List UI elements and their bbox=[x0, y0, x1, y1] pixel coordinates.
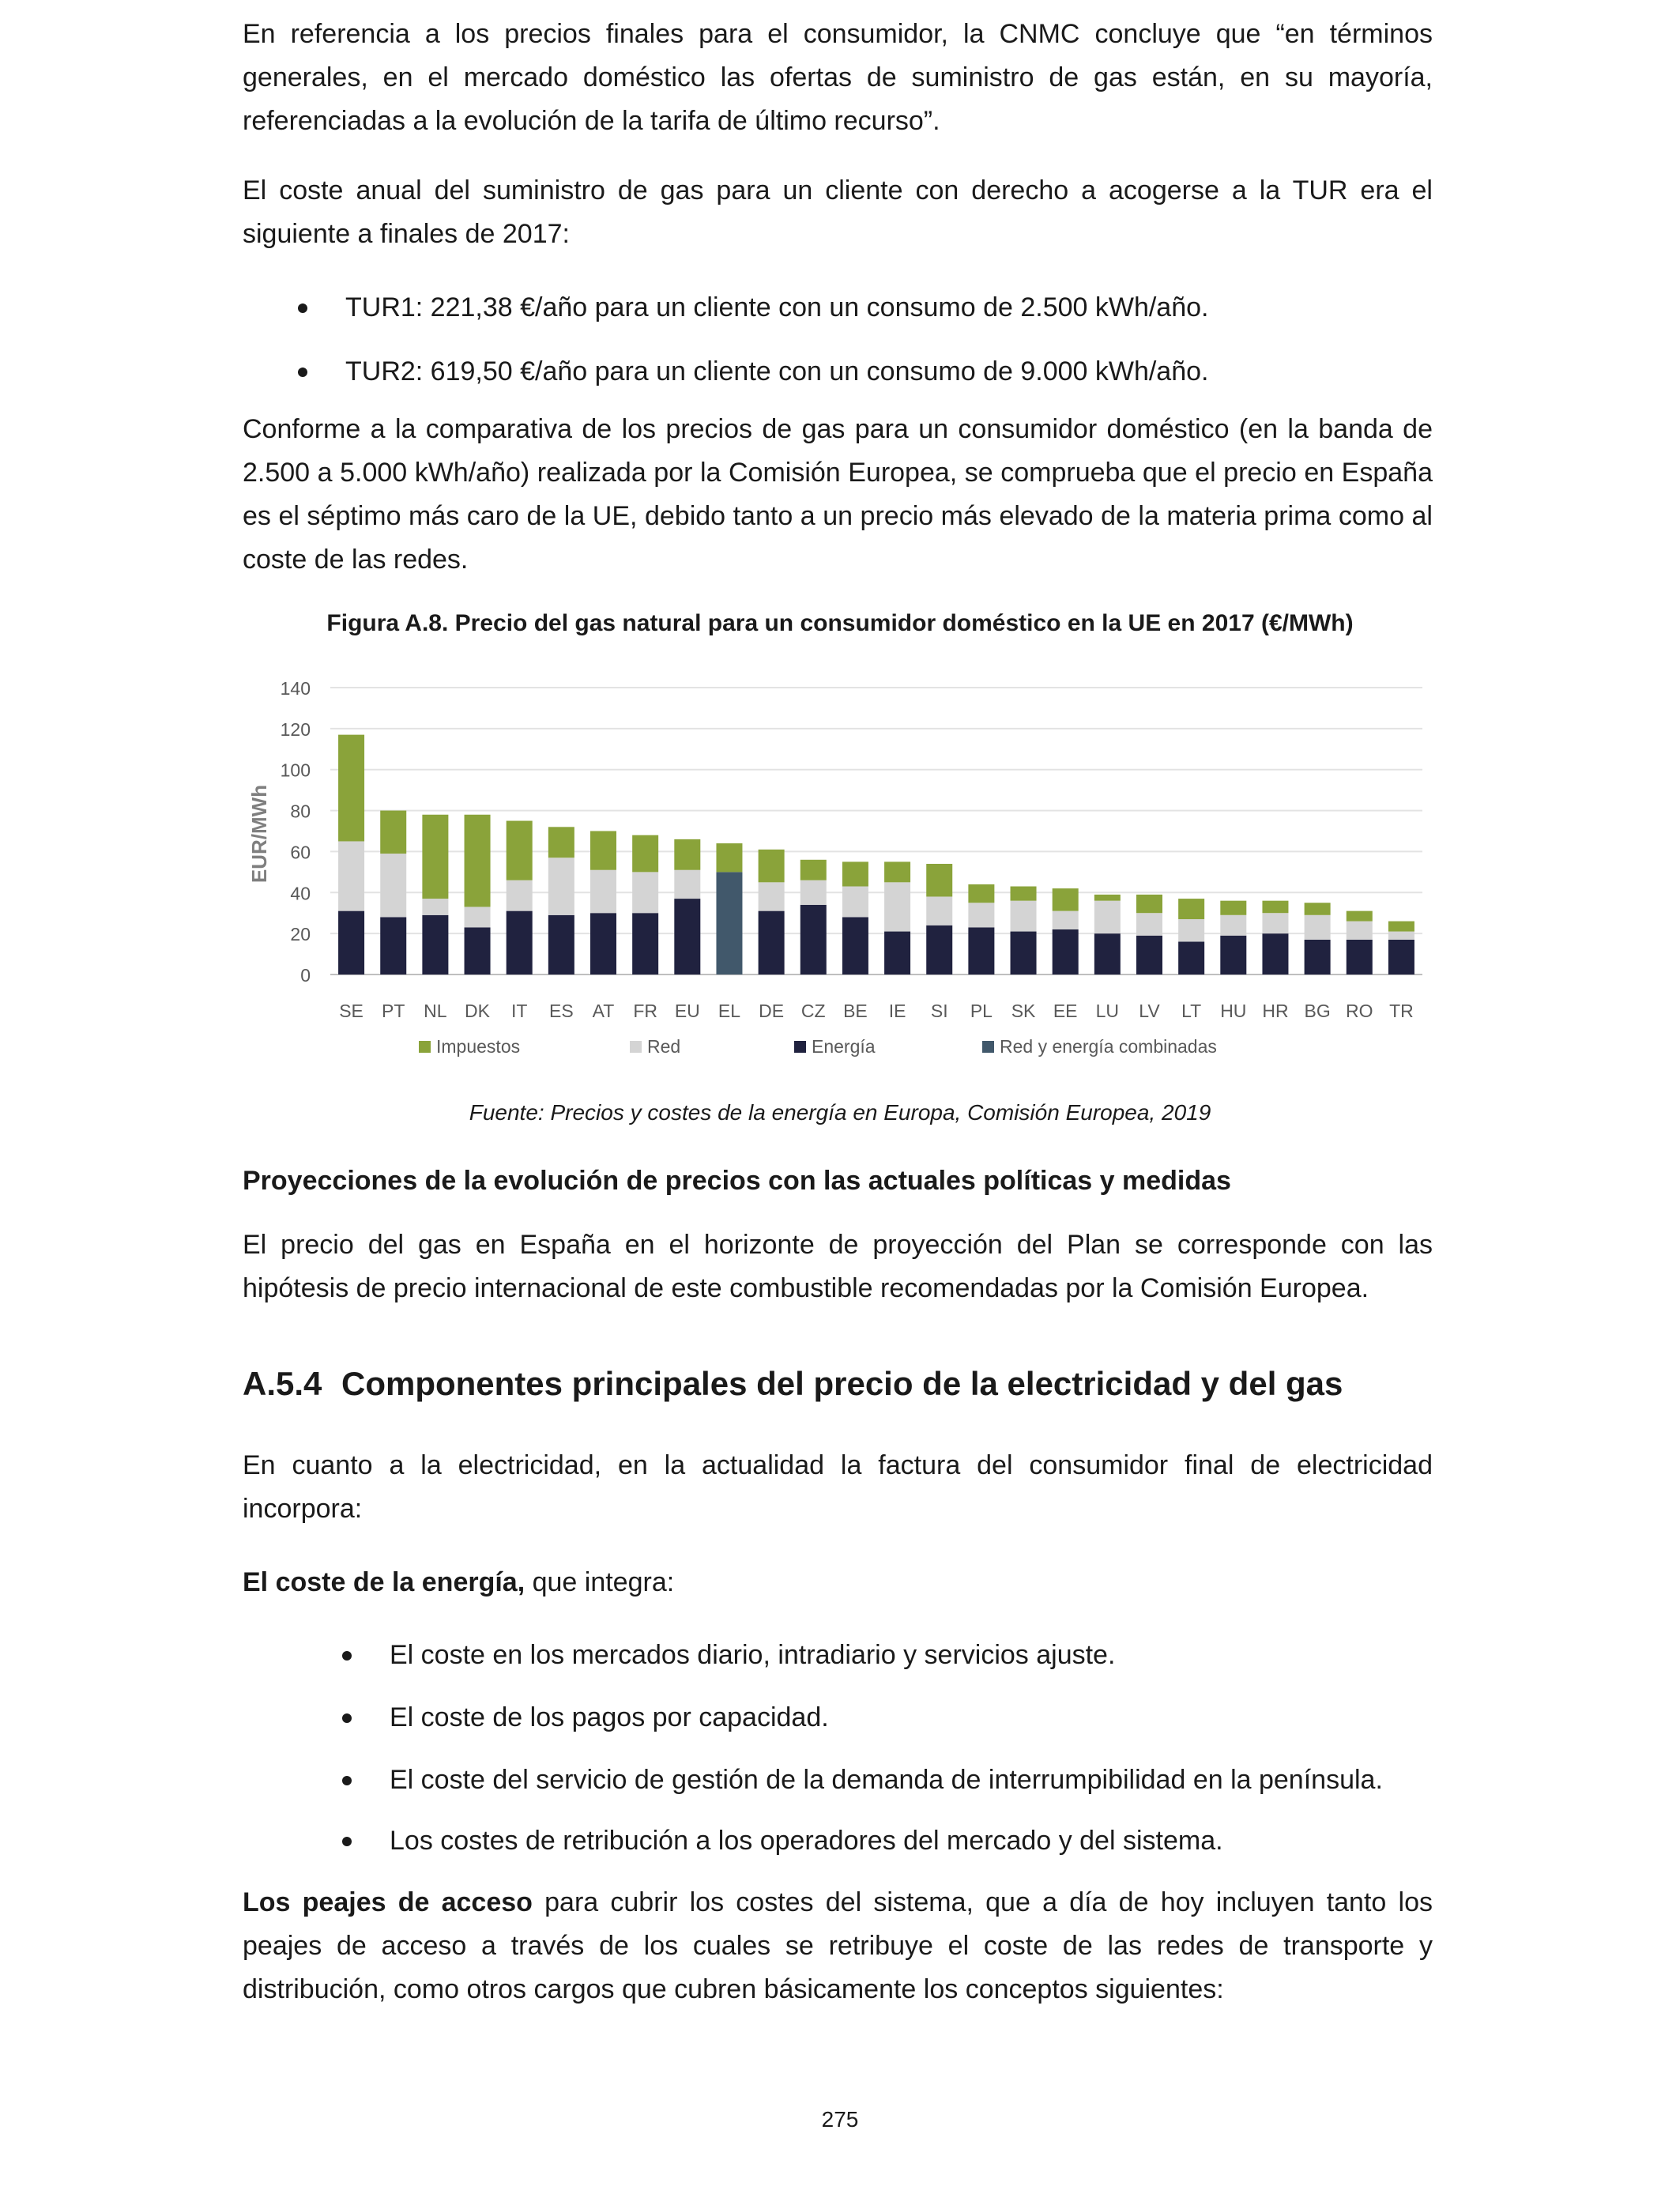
bar-BG-energía bbox=[1305, 940, 1331, 974]
x-tick-label: SK bbox=[1011, 1001, 1036, 1021]
bar-IT-impuestos bbox=[507, 821, 533, 880]
y-tick-label: 140 bbox=[280, 678, 311, 699]
bar-LT-energía bbox=[1178, 942, 1204, 974]
x-tick-label: AT bbox=[592, 1001, 615, 1021]
bar-LV-red bbox=[1136, 913, 1162, 936]
list-item-tur2 bbox=[345, 350, 1208, 394]
chart-legend bbox=[419, 1036, 1217, 1057]
legend-label: Red y energía combinadas bbox=[1000, 1036, 1217, 1057]
bar-LU-red bbox=[1094, 901, 1121, 933]
bar-DK-energía bbox=[465, 927, 491, 974]
bullet-icon bbox=[342, 1651, 352, 1661]
bar-HU-energía bbox=[1220, 936, 1246, 974]
paragraph-precio-gas: El precio del gas en España en el horizonte de proyección del Plan se corresponde con las hipótesis de precio internacional de este combustible recomendadas por la Comisión Europea. bbox=[243, 1230, 1433, 1303]
list-item-energy-2 bbox=[390, 1696, 829, 1740]
gas-price-chart bbox=[0, 664, 1680, 1059]
bar-PL-energía bbox=[968, 927, 994, 974]
x-tick-label: ES bbox=[549, 1001, 574, 1021]
bar-SK-red bbox=[1011, 901, 1037, 932]
section-number: A.5.4 bbox=[243, 1365, 322, 1402]
bar-HR-energía bbox=[1262, 933, 1288, 974]
bar-HU-red bbox=[1220, 915, 1246, 936]
bar-PT-impuestos bbox=[380, 811, 406, 854]
y-tick-label: 0 bbox=[300, 965, 311, 986]
bar-SI-energía bbox=[926, 925, 952, 974]
bullet-icon bbox=[342, 1713, 352, 1723]
bar-DE-red bbox=[759, 882, 785, 910]
list-item-text: El coste de los pagos por capacidad. bbox=[390, 1702, 829, 1732]
list-item-text: TUR1: 221,38 €/año para un cliente con un consumo de 2.500 kWh/año. bbox=[345, 292, 1209, 322]
bar-AT-energía bbox=[590, 913, 616, 974]
bar-LV-impuestos bbox=[1136, 895, 1162, 913]
bar-CZ-red bbox=[800, 880, 827, 905]
y-tick-label: 100 bbox=[280, 760, 311, 781]
bar-EU-impuestos bbox=[674, 839, 700, 870]
paragraph-electricidad: En cuanto a la electricidad, en la actualidad la factura del consumidor final de electricidad incorpora: bbox=[243, 1450, 1433, 1524]
bar-ES-energía bbox=[548, 915, 574, 974]
subheading-proyecciones: Proyecciones de la evolución de precios con las actuales políticas y medidas bbox=[243, 1166, 1231, 1196]
bar-PL-impuestos bbox=[968, 884, 994, 903]
bar-SE-red bbox=[338, 841, 364, 910]
bar-SI-impuestos bbox=[926, 864, 952, 896]
bar-RO-impuestos bbox=[1347, 911, 1373, 922]
paragraph-peajes bbox=[243, 1881, 1433, 2011]
x-tick-label: NL bbox=[424, 1001, 447, 1021]
bar-LU-impuestos bbox=[1094, 895, 1121, 901]
bar-NL-energía bbox=[422, 915, 448, 974]
bar-EL-red-y-energía-combinadas bbox=[716, 872, 742, 974]
legend-label: Red bbox=[647, 1036, 681, 1057]
bar-EU-energía bbox=[674, 899, 700, 974]
bar-NL-impuestos bbox=[422, 815, 448, 899]
bar-SK-energía bbox=[1011, 932, 1037, 974]
bar-TR-impuestos bbox=[1388, 922, 1414, 932]
legend-label: Energía bbox=[812, 1036, 876, 1057]
bar-LT-impuestos bbox=[1178, 899, 1204, 919]
bar-LT-red bbox=[1178, 919, 1204, 942]
bar-IT-energía bbox=[507, 911, 533, 974]
x-tick-label: FR bbox=[633, 1001, 657, 1021]
x-tick-label: LT bbox=[1181, 1001, 1202, 1021]
x-tick-label: PT bbox=[382, 1001, 405, 1021]
bar-RO-energía bbox=[1347, 940, 1373, 974]
bar-BE-impuestos bbox=[842, 861, 868, 886]
bar-EE-impuestos bbox=[1053, 888, 1079, 911]
bar-TR-red bbox=[1388, 932, 1414, 940]
bar-ES-impuestos bbox=[548, 827, 574, 858]
list-item-tur1 bbox=[345, 286, 1208, 330]
page-number: 275 bbox=[821, 2107, 859, 2132]
x-tick-label: BE bbox=[843, 1001, 868, 1021]
list-item-energy-3 bbox=[390, 1759, 1383, 1802]
list-item-text: TUR2: 619,50 €/año para un cliente con un consumo de 9.000 kWh/año. bbox=[345, 356, 1209, 386]
bar-EE-energía bbox=[1053, 929, 1079, 974]
y-tick-label: 60 bbox=[290, 842, 311, 863]
bar-LU-energía bbox=[1094, 933, 1121, 974]
bar-FR-energía bbox=[632, 913, 658, 974]
x-tick-label: SI bbox=[930, 1001, 948, 1021]
bar-LV-energía bbox=[1136, 936, 1162, 974]
bar-FR-red bbox=[632, 872, 658, 913]
chart-y-axis-label: EUR/MWh bbox=[247, 784, 271, 884]
bar-IE-red bbox=[884, 882, 910, 931]
x-tick-label: CZ bbox=[800, 1001, 826, 1021]
figure-title: Figura A.8. Precio del gas natural para un consumidor doméstico en la UE en 2017 (€/MWh) bbox=[326, 610, 1354, 636]
x-tick-label: HU bbox=[1220, 1001, 1247, 1021]
x-tick-label: LV bbox=[1139, 1001, 1160, 1021]
x-tick-label: IE bbox=[888, 1001, 906, 1021]
bar-BE-energía bbox=[842, 917, 868, 974]
bar-DE-impuestos bbox=[759, 850, 785, 882]
bar-RO-red bbox=[1347, 922, 1373, 940]
bar-SE-impuestos bbox=[338, 735, 364, 842]
bar-SI-red bbox=[926, 896, 952, 925]
legend-label: Impuestos bbox=[436, 1036, 521, 1057]
x-tick-label: TR bbox=[1389, 1001, 1414, 1021]
bar-AT-impuestos bbox=[590, 831, 616, 870]
x-tick-label: LU bbox=[1095, 1001, 1120, 1021]
bar-DK-impuestos bbox=[465, 815, 491, 907]
chart-bars bbox=[338, 735, 1414, 974]
x-tick-label: EE bbox=[1053, 1001, 1078, 1021]
peajes-bold: Los peajes de acceso bbox=[243, 1887, 533, 1917]
x-tick-label: RO bbox=[1346, 1001, 1373, 1021]
list-item-text: El coste en los mercados diario, intradiario y servicios ajuste. bbox=[390, 1640, 1116, 1670]
x-tick-label: IT bbox=[510, 1001, 528, 1021]
x-tick-label: EU bbox=[674, 1001, 700, 1021]
x-tick-label: PL bbox=[970, 1001, 993, 1021]
list-item-energy-1 bbox=[390, 1634, 1115, 1677]
bullet-icon bbox=[342, 1776, 352, 1785]
list-item-text: El coste del servicio de gestión de la demanda de interrumpibilidad en la península. bbox=[390, 1765, 1383, 1795]
bar-BG-impuestos bbox=[1305, 903, 1331, 915]
bar-PT-energía bbox=[380, 917, 406, 974]
bar-CZ-impuestos bbox=[800, 860, 827, 880]
bar-AT-red bbox=[590, 870, 616, 913]
bar-PL-red bbox=[968, 903, 994, 927]
figure-source: Fuente: Precios y costes de la energía en Europa, Comisión Europea, 2019 bbox=[469, 1100, 1211, 1125]
bar-EE-red bbox=[1053, 911, 1079, 929]
bar-IT-red bbox=[507, 880, 533, 911]
x-tick-label: DE bbox=[759, 1001, 785, 1021]
paragraph-coste-anual: El coste anual del suministro de gas para un cliente con derecho a acogerse a la TUR era el siguiente a finales de 2017: bbox=[243, 175, 1433, 249]
paragraph-comparativa: Conforme a la comparativa de los precios de gas para un consumidor doméstico (en la banda de 2.500 a 5.000 kWh/año) realizada por la Comisión Europea, se comprueba que el precio en España es el séptimo más caro de la UE, debido tanto a un precio más elevado de la materia prima como al coste de las redes. bbox=[243, 414, 1433, 575]
y-tick-label: 40 bbox=[290, 883, 311, 904]
bar-IE-energía bbox=[884, 932, 910, 974]
legend-swatch bbox=[419, 1041, 431, 1053]
bar-NL-red bbox=[422, 899, 448, 915]
bar-EL-impuestos bbox=[716, 843, 742, 872]
paragraph-cnmc: En referencia a los precios finales para el consumidor, la CNMC concluye que “en términos generales, en el mercado doméstico las ofertas de suministro de gas están, en su mayoría, referenciadas a la evolución de la tarifa de último recurso”. bbox=[243, 19, 1433, 136]
list-item-text: Los costes de retribución a los operadores del mercado y del sistema. bbox=[390, 1826, 1223, 1856]
paragraph-coste-energia bbox=[243, 1561, 1433, 1604]
bar-BG-red bbox=[1305, 915, 1331, 940]
section-title: Componentes principales del precio de la electricidad y del gas bbox=[341, 1365, 1343, 1402]
bar-CZ-energía bbox=[800, 905, 827, 974]
bar-HR-impuestos bbox=[1262, 901, 1288, 914]
y-tick-label: 20 bbox=[290, 924, 311, 945]
x-tick-label: SE bbox=[339, 1001, 363, 1021]
chart-y-tick-labels bbox=[281, 678, 311, 986]
legend-swatch bbox=[630, 1041, 642, 1053]
bar-HR-red bbox=[1262, 913, 1288, 933]
section-heading bbox=[243, 1365, 1343, 1403]
bar-HU-impuestos bbox=[1220, 901, 1246, 915]
bullet-icon bbox=[298, 368, 307, 377]
x-tick-label: HR bbox=[1262, 1001, 1289, 1021]
y-tick-label: 80 bbox=[290, 801, 311, 822]
bar-SK-impuestos bbox=[1011, 887, 1037, 901]
bar-DK-red bbox=[465, 907, 491, 927]
bullet-icon bbox=[298, 303, 307, 313]
x-tick-label: BG bbox=[1304, 1001, 1331, 1021]
x-tick-label: EL bbox=[718, 1001, 741, 1021]
bar-FR-impuestos bbox=[632, 835, 658, 873]
chart-x-tick-labels bbox=[339, 1001, 1414, 1021]
bar-BE-red bbox=[842, 887, 868, 918]
coste-energia-rest: que integra: bbox=[525, 1567, 675, 1597]
bar-ES-red bbox=[548, 858, 574, 915]
chart-gridlines bbox=[330, 688, 1422, 974]
bar-EU-red bbox=[674, 870, 700, 899]
list-item-energy-4 bbox=[390, 1819, 1223, 1863]
legend-swatch bbox=[982, 1041, 994, 1053]
bar-DE-energía bbox=[759, 911, 785, 974]
bullet-icon bbox=[342, 1837, 352, 1846]
bar-SE-energía bbox=[338, 911, 364, 974]
bar-PT-red bbox=[380, 854, 406, 917]
peajes-rest: para cubrir los costes del sistema, que a día de hoy incluyen tanto los peajes de acceso a través de los cuales se retribuye el coste de las redes de transporte y distribución, como otros cargos que cubren básicamente los conceptos siguientes: bbox=[243, 1887, 1433, 2004]
bar-TR-energía bbox=[1388, 940, 1414, 974]
x-tick-label: DK bbox=[465, 1001, 491, 1021]
coste-energia-bold: El coste de la energía, bbox=[243, 1567, 525, 1597]
y-tick-label: 120 bbox=[280, 718, 311, 740]
legend-swatch bbox=[794, 1041, 806, 1053]
bar-IE-impuestos bbox=[884, 861, 910, 882]
